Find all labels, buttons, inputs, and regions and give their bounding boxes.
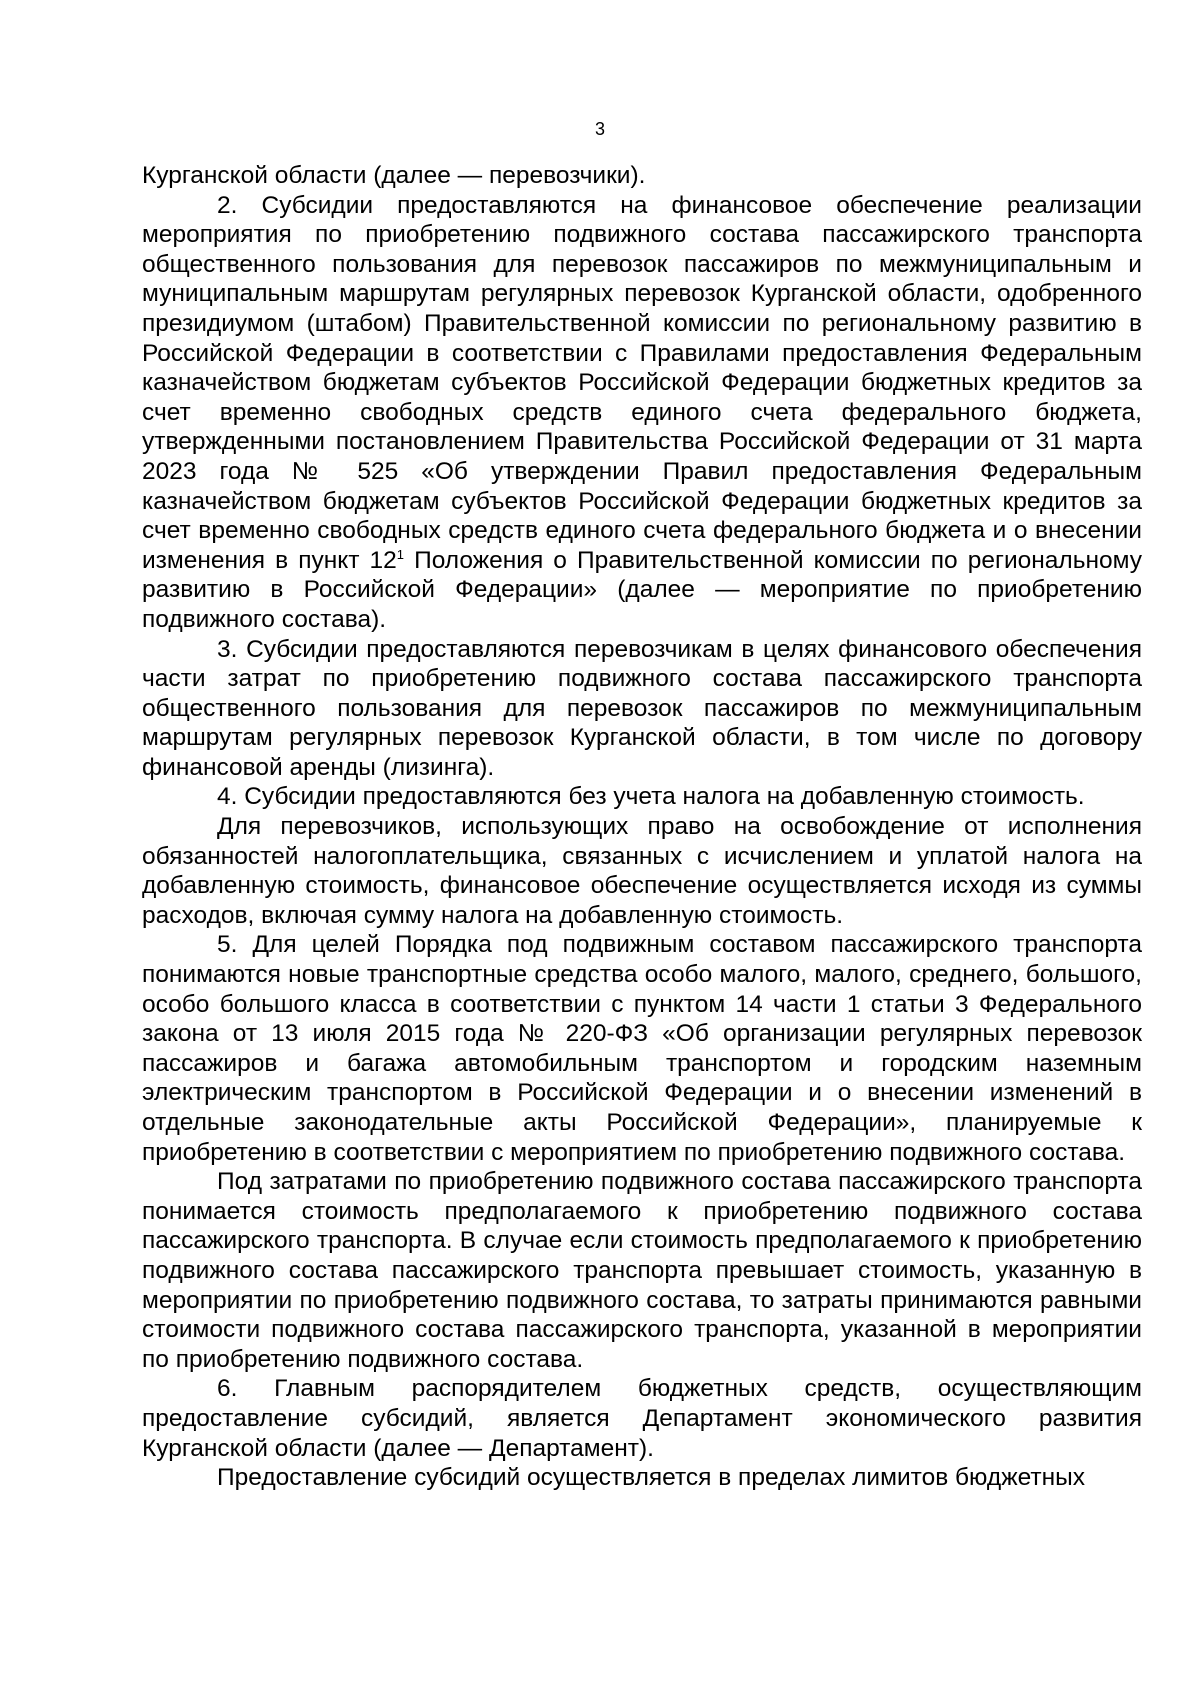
paragraph-item-2-text: 2. Субсидии предоставляются на финансовое обеспечение реализации мероприятия по приобретению подвижного состава пассажирского транспорта общественного пользования для перевозок пассажиров по межмуниципальным и муниципальным маршрутам регулярных перевозок Курганской области, одобренного президиумом (штабом) Правительственной комиссии по региональному развитию в Российской Федерации в соответствии с Правилами предоставления Федеральным казначейством бюджетам субъектов Российской Федерации бюджетных кредитов за счет временно свободных средств единого счета федерального бюджета, утвержденными постановлением Правительства Российской Федерации от 31 марта 2023 года № 525 «Об утверждении Правил предоставления Федеральным казначейством бюджетам субъектов Российской Федерации бюджетных кредитов за счет временно свободных средств единого счета федерального бюджета и о внесении изменения в пункт 12 bbox=[142, 191, 1142, 574]
paragraph-item-3: 3. Субсидии предоставляются перевозчикам в целях финансового обеспечения части затрат по приобретению подвижного состава пассажирского транспорта общественного пользования для перевозок пассажиров по межмуниципальным маршрутам регулярных перевозок Курганской области, в том числе по договору финансовой аренды (лизинга). bbox=[142, 635, 1142, 781]
paragraph-costs-definition: Под затратами по приобретению подвижного состава пассажирского транспорта понимается стоимость предполагаемого к приобретению подвижного состава пассажирского транспорта. В случае если стоимость предполагаемого к приобретению подвижного состава пассажирского транспорта превышает стоимость, указанную в мероприятии по приобретению подвижного состава, то затраты принимаются равными стоимости подвижного состава пассажирского транспорта, указанной в мероприятии по приобретению подвижного состава. bbox=[142, 1168, 1142, 1373]
paragraph-item-5: 5. Для целей Порядка под подвижным составом пассажирского транспорта понимаются новые транспортные средства особо малого, малого, среднего, большого, особо большого класса в соответствии с пунктом 14 части 1 статьи 3 Федерального закона от 13 июля 2015 года № 220-ФЗ «Об организации регулярных перевозок пассажиров и багажа автомобильным транспортом и городским наземным электрическим транспортом в Российской Федерации и о внесении изменений в отдельные законодательные акты Российской Федерации», планируемые к приобретению в соответствии с мероприятием по приобретению подвижного состава. bbox=[142, 931, 1142, 1166]
document-body bbox=[142, 161, 1142, 1493]
paragraph-item-2 bbox=[142, 191, 1142, 635]
paragraph-continuation: Курганской области (далее — перевозчики). bbox=[142, 162, 646, 189]
paragraph-item-2-tail: Положения о Правительственной комиссии по региональному развитию в Российской Федерации» (далее — мероприятие по приобретению подвижного состава). bbox=[142, 546, 1142, 633]
paragraph-budget-limits: Предоставление субсидий осуществляется в пределах лимитов бюджетных bbox=[217, 1464, 1086, 1492]
paragraph-item-4: 4. Субсидии предоставляются без учета налога на добавленную стоимость. bbox=[217, 783, 1085, 811]
superscript-1: 1 bbox=[396, 546, 405, 562]
page-number: 3 bbox=[594, 119, 605, 139]
paragraph-item-6: 6. Главным распорядителем бюджетных средств, осуществляющим предоставление субсидий, является Департамент экономического развития Курганской области (далее — Департамент). bbox=[142, 1375, 1142, 1462]
paragraph-vat-exemption: Для перевозчиков, использующих право на освобождение от исполнения обязанностей налогоплательщика, связанных с исчислением и уплатой налога на добавленную стоимость, финансовое обеспечение осуществляется исходя из суммы расходов, включая сумму налога на добавленную стоимость. bbox=[142, 813, 1142, 929]
